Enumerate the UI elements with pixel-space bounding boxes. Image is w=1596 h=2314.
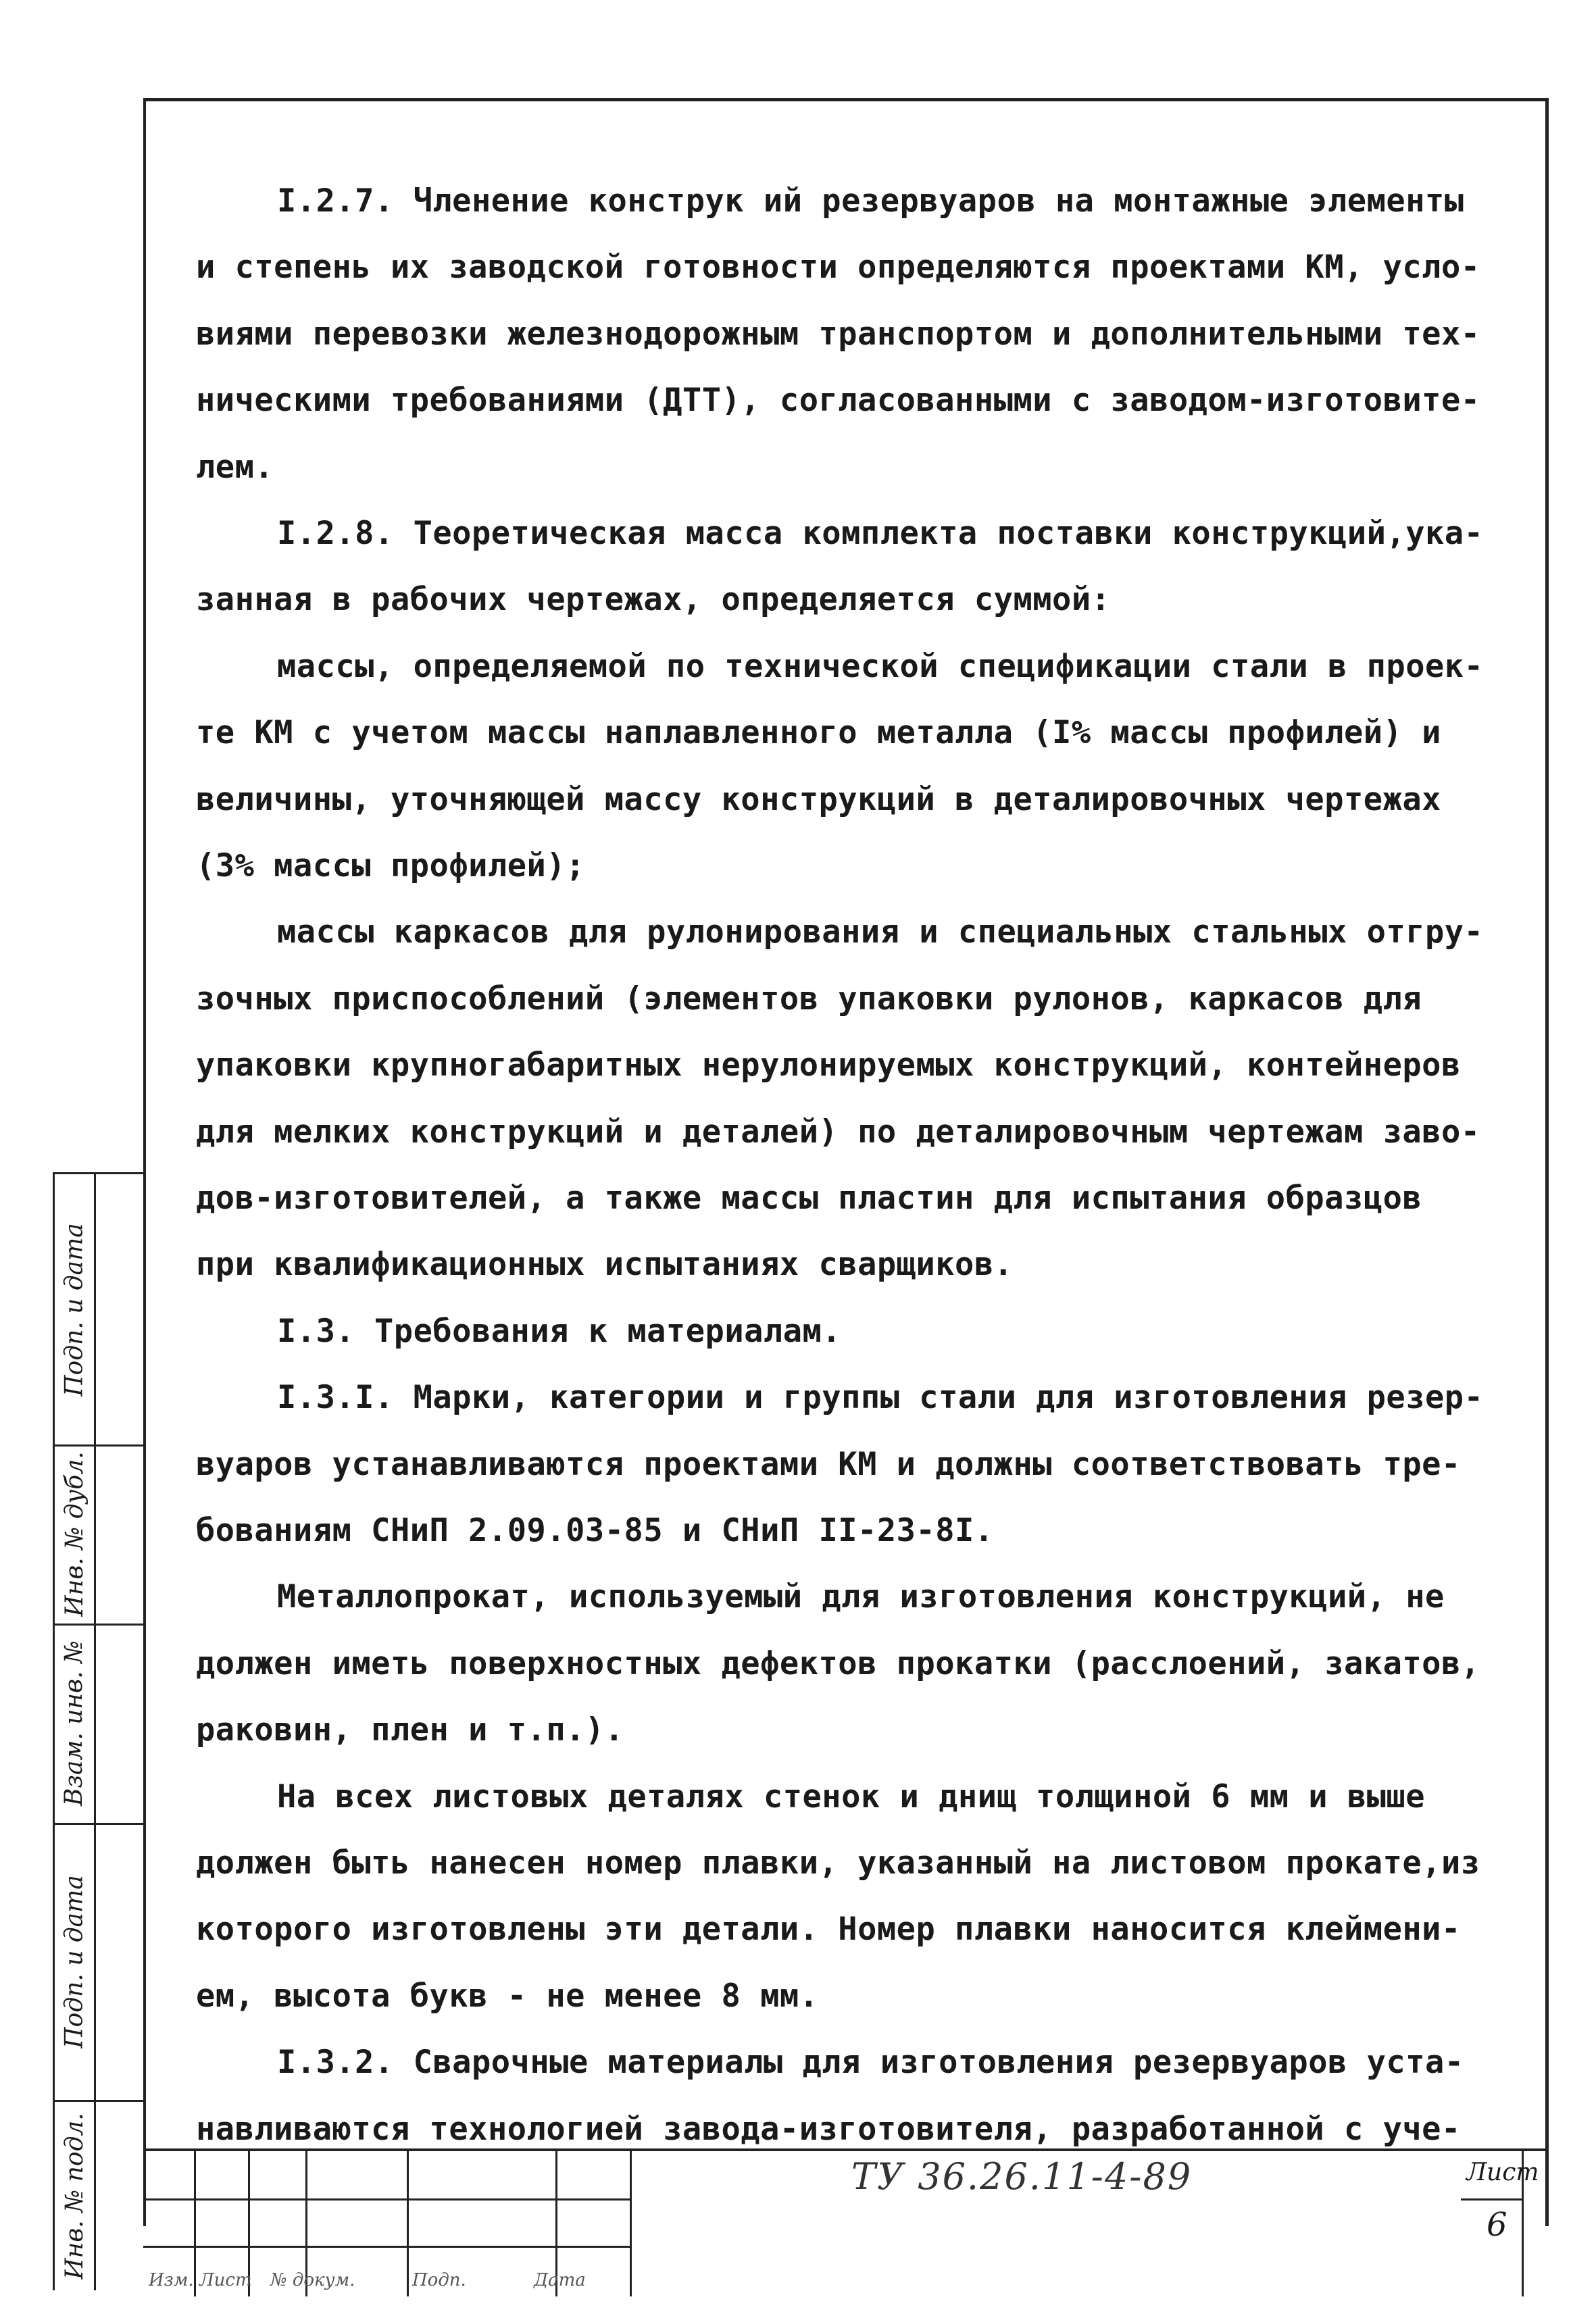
text-line: I.3. Требования к материалам. <box>277 1312 842 1350</box>
side-stamp-label <box>55 1823 94 2100</box>
text-line: упаковки крупногабаритных нерулонируемых конструкций, контейнеров <box>196 1047 1461 1084</box>
side-strip-divider <box>94 1174 96 2290</box>
sheet-cell-divider <box>1461 2198 1522 2200</box>
text-line: ем, высота букв - не менее 8 мм. <box>196 1977 819 2015</box>
text-line: величины, уточняющей массу конструкций в деталировочных чертежах <box>196 780 1441 818</box>
title-block-column-divider <box>630 2151 632 2296</box>
text-line: для мелких конструкций и деталей) по деталировочным чертежам заво- <box>196 1113 1480 1151</box>
title-block-column-label: Дата <box>534 2270 586 2290</box>
text-line: ническими требованиями (ДТТ), согласованными с заводом-изготовите- <box>196 382 1480 420</box>
text-line: I.3.2. Сварочные материалы для изготовления резервуаров уста- <box>277 2044 1464 2082</box>
text-line: зочных приспособлений (элементов упаковки рулонов, каркасов для <box>196 980 1422 1017</box>
text-line: виями перевозки железнодорожным транспортом и дополнительными тех- <box>196 315 1480 353</box>
text-line: занная в рабочих чертежах, определяется суммой: <box>196 581 1111 619</box>
text-line: (3% массы профилей); <box>196 847 585 884</box>
text-line: при квалификационных испытаниях сварщиков. <box>196 1246 1014 1284</box>
side-stamp-label-text: Инв. № дубл. <box>60 1451 89 1617</box>
side-stamp-label-text: Подп. и дата <box>60 1874 89 2048</box>
text-line: и степень их заводской готовности определяются проектами КМ, усло- <box>196 249 1480 286</box>
side-stamp-label-text: Подп. и дата <box>60 1222 89 1397</box>
side-stamp-label <box>55 1444 94 1624</box>
text-line: раковин, плен и т.п.). <box>196 1711 624 1749</box>
text-line: должен иметь поверхностных дефектов прокатки (расслоений, закатов, <box>196 1644 1480 1682</box>
title-block-column-label: Подп. <box>412 2270 466 2290</box>
text-line: должен быть нанесен номер плавки, указанный на листовом прокате,из <box>196 1844 1480 1882</box>
document-code: ТУ 36.26.11-4-89 <box>851 2155 1193 2198</box>
side-stamp-label <box>55 1174 94 1444</box>
title-block-row-divider <box>143 2246 630 2248</box>
text-line: Металлопрокат, используемый для изготовления конструкций, не <box>277 1578 1445 1616</box>
text-line: дов-изготовителей, а также массы пластин для испытания образцов <box>196 1180 1422 1217</box>
text-line: I.2.8. Теоретическая масса комплекта поставки конструкций,ука- <box>277 515 1484 552</box>
title-block-column-divider <box>407 2151 409 2296</box>
text-line: бованиям СНиП 2.09.03-85 и СНиП II-23-8I. <box>196 1512 994 1549</box>
text-line: На всех листовых деталях стенок и днищ толщиной 6 мм и выше <box>277 1778 1425 1815</box>
side-stamp-label-text: Взам. инв. № <box>60 1640 89 1807</box>
text-line: навливаются технологией завода-изготовителя, разработанной с уче- <box>196 2110 1461 2148</box>
text-line: I.2.7. Членение конструк ий резервуаров на монтажные элементы <box>277 182 1464 220</box>
sheet-label: Лист <box>1466 2159 1539 2186</box>
text-line: вуаров устанавливаются проектами КМ и должны соответствовать тре- <box>196 1445 1461 1483</box>
sheet-number: 6 <box>1487 2206 1507 2244</box>
text-line: массы, определяемой по технической спецификации стали в проек- <box>277 647 1484 685</box>
side-stamp-label <box>55 1624 94 1823</box>
text-line: те КМ с учетом массы наплавленного металла (I% массы профилей) и <box>196 714 1441 752</box>
text-line: массы каркасов для рулонирования и специальных стальных отгру- <box>277 913 1484 951</box>
title-block-column-label: Изм. Лист <box>149 2270 252 2290</box>
title-block-row-divider <box>143 2198 630 2200</box>
side-stamp-label <box>55 2100 94 2292</box>
text-line: которого изготовлены эти детали. Номер плавки наносится клеймени- <box>196 1911 1461 1948</box>
side-stamp-label-text: Инв. № подл. <box>60 2113 89 2280</box>
text-line: лем. <box>196 448 274 486</box>
side-stamp-strip <box>53 1172 143 2290</box>
text-line: I.3.I. Марки, категории и группы стали для изготовления резер- <box>277 1379 1484 1417</box>
title-block-column-label: № докум. <box>270 2270 355 2290</box>
